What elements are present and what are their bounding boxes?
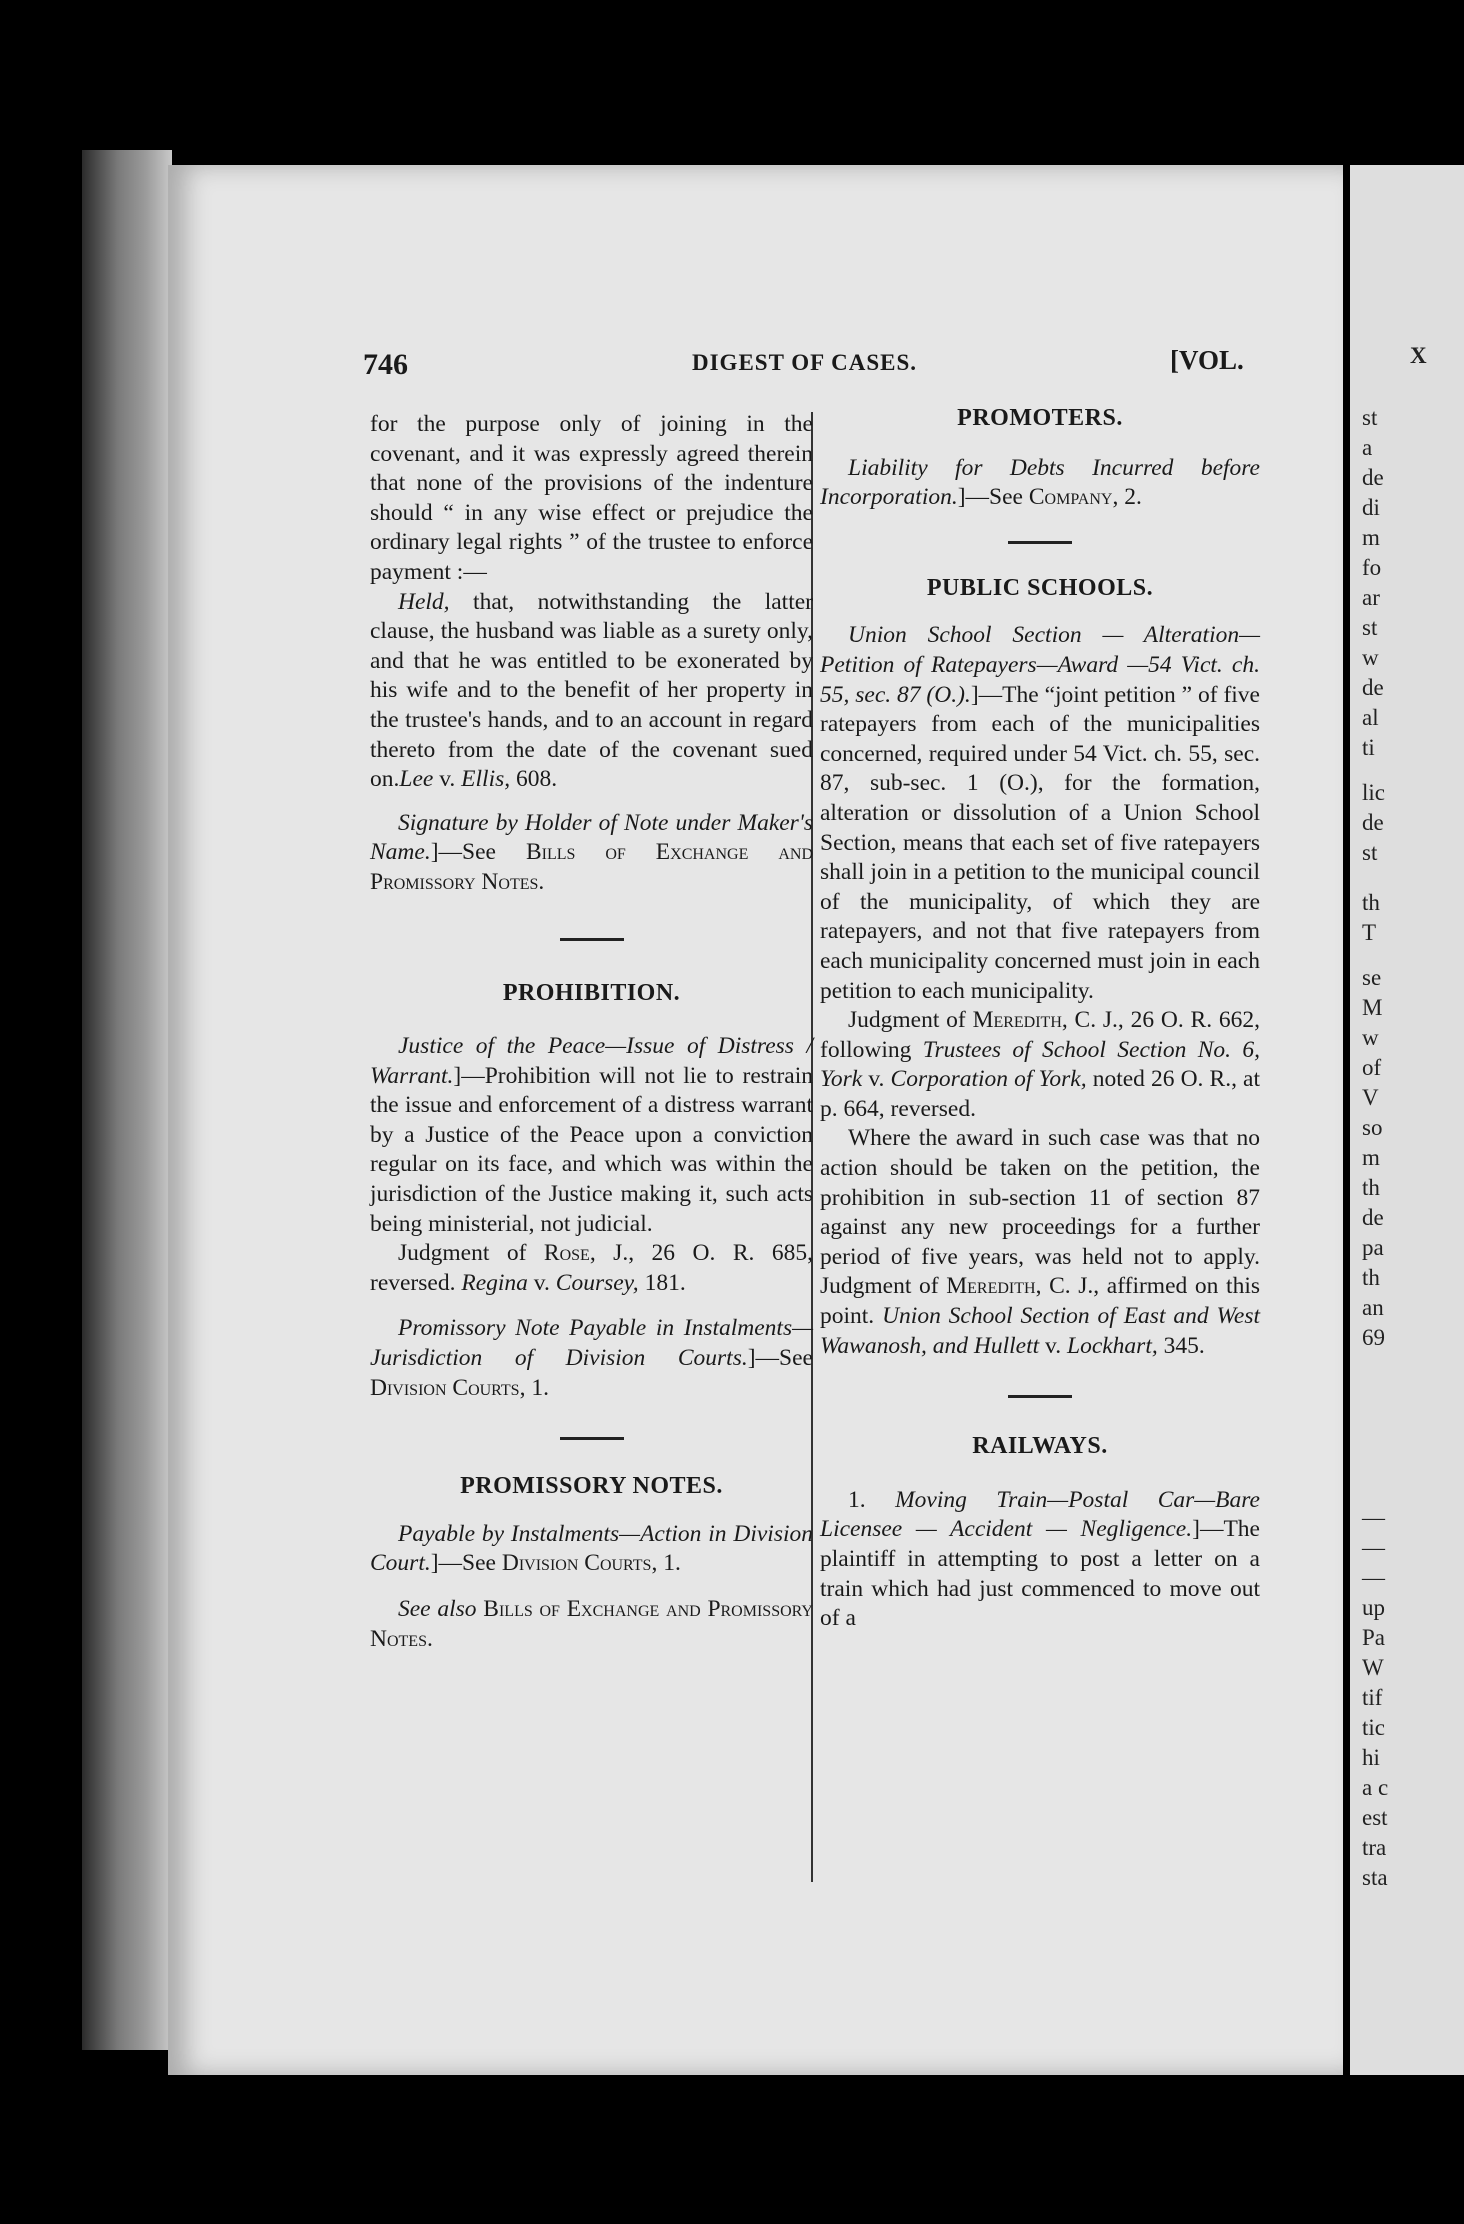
heading-public-schools: PUBLIC SCHOOLS. [926, 574, 1154, 601]
entry-see-also [370, 1595, 813, 1654]
entry-text: ]—The “joint petition ” of five ratepayers from each of the municipalities concerned, required under 54 Vict. ch. 55, sec. 87, sub-sec. 1 (O.), for the formation, alteration or dissolution of a Union School Section, means that each set of five ratepayers shall join in a petition to the municipal council of the municipality, of which they are ratepayers, and not that five ratepayers from each municipality concerned must join in each petition to each municipality. [820, 681, 1260, 1004]
judgment-text: Judgment of [398, 1240, 544, 1267]
award-text: Where the award in such case was that no action should be taken on the petition, the prohibition in sub-section 11 of section 87 against any new proceedings for a further period of five years, was held not to apply. Judgment of [820, 1125, 1260, 1300]
entry-text: ]—The plaintiff in attempting to post a letter on a train which had just commenced to move out of a [820, 1516, 1260, 1632]
entry-title: Moving Train—Postal Car—Bare Licensee — Accident — Negligence. [820, 1486, 1260, 1543]
case-name: Coursey, [555, 1269, 639, 1296]
case-versus: v. [527, 1269, 556, 1296]
adjacent-page-text: st [1362, 615, 1378, 640]
adjacent-page-text: de [1362, 1205, 1384, 1230]
adjacent-page-text: a c [1362, 1775, 1389, 1800]
held-text: that, notwithstanding the latter clause, the husband was liable as a surety only, and that he was entitled to be exonerated by his wife and to the benefit of her property in the trustee's hands, and to an account in regard thereto from the date of the covenant sued on. [370, 588, 813, 793]
case-name: Trustees of School Section No. 6, York [820, 1036, 1261, 1093]
adjacent-page-text: st [1362, 405, 1378, 430]
case-page: 345. [1157, 1332, 1205, 1359]
see-ref: ]—See [747, 1345, 813, 1372]
ref-number: , 1. [519, 1374, 549, 1401]
adjacent-page-text: th [1362, 1265, 1380, 1290]
judgment-text: Judgment of [848, 1007, 973, 1034]
adjacent-page-text: fo [1362, 555, 1382, 580]
cross-reference: Company [1028, 484, 1113, 511]
running-title: DIGEST OF CASES. [692, 350, 917, 375]
entry-moving-train [820, 1486, 1260, 1634]
award-text: , C. J., affirmed on this point. [820, 1273, 1260, 1330]
adjacent-page-text: tif [1362, 1685, 1383, 1710]
adjacent-page-text: de [1362, 675, 1384, 700]
adjacent-page-text: th [1362, 1175, 1380, 1200]
entry-liability [820, 454, 1260, 513]
entry-judgment [370, 1239, 813, 1298]
adjacent-page-text: est [1362, 1805, 1388, 1830]
cross-reference: Division Courts [501, 1550, 652, 1577]
left-column [370, 410, 813, 1654]
case-name: Lockhart, [1067, 1332, 1158, 1359]
ref-number: , 1. [651, 1550, 681, 1577]
adjacent-page-text: w [1362, 1025, 1379, 1050]
judgment-text: noted 26 O. R., at p. 664, reversed. [820, 1066, 1260, 1122]
cross-reference: Bills of Exchange and Promissory Notes. [370, 1596, 813, 1652]
judgment-text: , J., 26 O. R. 685, reversed. [370, 1240, 813, 1296]
case-versus: v. [862, 1066, 891, 1093]
held-label: Held, [398, 588, 450, 615]
judge-name: Rose [543, 1240, 590, 1267]
adjacent-page-text: de [1362, 465, 1384, 490]
page-number: 746 [363, 348, 408, 381]
entry-judgment-meredith [820, 1006, 1260, 1124]
adjacent-page-text: — [1362, 1565, 1385, 1590]
adjacent-page-text: a [1362, 435, 1373, 460]
adjacent-page-text: w [1362, 645, 1379, 670]
adjacent-page-text: tic [1362, 1715, 1385, 1740]
adjacent-page-text: ti [1362, 735, 1375, 760]
adjacent-page-text: 69 [1362, 1325, 1385, 1350]
adjacent-page-text: so [1362, 1115, 1383, 1140]
heading-prohibition: PROHIBITION. [502, 979, 681, 1006]
adjacent-page-text: tra [1362, 1835, 1387, 1860]
adjacent-page-text: T [1362, 920, 1377, 945]
entry-title: Union School Section — Alteration—Petition of Ratepayers—Award —54 Vict. ch. 55, sec. 87 (O.). [820, 622, 1260, 708]
adjacent-page-text: al [1362, 705, 1379, 730]
adjacent-page-text: hi [1362, 1745, 1380, 1770]
entry-title: Promissory Note Payable in Instalments—Jurisdiction of Division Courts. [370, 1315, 813, 1372]
cross-reference: Bills of Exchange and Promissory Notes. [370, 839, 813, 895]
case-page: 181. [638, 1269, 686, 1296]
judge-name: Meredith [946, 1273, 1036, 1300]
adjacent-page-text: X [1410, 343, 1427, 368]
adjacent-page-text: M [1362, 995, 1383, 1020]
entry-title: Payable by Instalments—Action in Division Court. [370, 1520, 813, 1577]
case-name: Regina [461, 1269, 528, 1296]
case-name: Corporation of York, [890, 1066, 1087, 1093]
entry-payable-instalments [370, 1520, 813, 1579]
adjacent-page-text: V [1362, 1085, 1379, 1110]
right-column [820, 400, 1260, 1634]
adjacent-page-text: sta [1362, 1865, 1388, 1890]
entry-promissory-note [370, 1314, 813, 1403]
section-rule [560, 938, 624, 941]
case-page: 608. [510, 766, 558, 793]
entry-title: Liability for Debts Incurred before Incorporation. [820, 454, 1260, 511]
cross-reference: Division Courts [370, 1374, 520, 1401]
entry-justice-of-peace [370, 1032, 813, 1239]
case-name: Lee [399, 766, 434, 793]
adjacent-page-text: se [1362, 965, 1382, 990]
volume-marker: [VOL. [1170, 345, 1244, 375]
entry-title: Signature by Holder of Note under Maker's Name. [370, 809, 813, 866]
adjacent-page-text: m [1362, 1145, 1380, 1170]
adjacent-page-fragment [1350, 165, 1464, 2075]
adjacent-page-text: m [1362, 525, 1380, 550]
paragraph-held [370, 588, 813, 795]
judge-name: Meredith [972, 1007, 1062, 1034]
ref-number: , 2. [1112, 484, 1142, 511]
adjacent-page-text: — [1362, 1505, 1385, 1530]
adjacent-page-text: de [1362, 810, 1384, 835]
see-ref: ]—See [957, 484, 1029, 511]
adjacent-page-text: di [1362, 495, 1380, 520]
see-ref: ]—See [430, 1550, 502, 1577]
case-versus: v. [1039, 1332, 1067, 1359]
paragraph-continued: for the purpose only of joining in the covenant, and it was expressly agreed therein that none of the provisions of the indenture should “ in any wise effect or prejudice the ordinary legal rights ” of the trustee to enforce payment :— [370, 411, 813, 585]
adjacent-page-text: th [1362, 890, 1380, 915]
adjacent-page-text: st [1362, 840, 1378, 865]
section-rule [1008, 541, 1072, 544]
entry-title: Justice of the Peace—Issue of Distress / Warrant. [370, 1033, 813, 1089]
adjacent-page-text: — [1362, 1535, 1385, 1560]
adjacent-page-text: an [1362, 1295, 1384, 1320]
adjacent-page-text: lic [1362, 780, 1385, 805]
entry-award [820, 1124, 1260, 1361]
entry-text: ]—Prohibition will not lie to restrain the issue and enforcement of a distress warrant by a Justice of the Peace upon a conviction regular on its face, and which was within the jurisdiction of the Justice making it, such acts being ministerial, not judicial. [370, 1062, 813, 1237]
adjacent-page-text: Pa [1362, 1625, 1385, 1650]
see-also-label: See also [398, 1596, 484, 1622]
entry-number: 1. [848, 1486, 896, 1513]
adjacent-page-text: ar [1362, 585, 1380, 610]
adjacent-page-text: W [1362, 1655, 1384, 1680]
heading-railways: RAILWAYS. [972, 1433, 1108, 1460]
case-name: Union School Section of East and West Wawanosh, and Hullett [820, 1303, 1260, 1359]
heading-promoters: PROMOTERS. [957, 405, 1123, 431]
section-rule [1008, 1395, 1072, 1398]
adjacent-page-text: pa [1362, 1235, 1384, 1260]
heading-promissory-notes: PROMISSORY NOTES. [460, 1473, 723, 1500]
entry-union-school [820, 621, 1260, 1006]
case-versus: v. [433, 766, 462, 793]
judgment-text: , C. J., 26 O. R. 662, following [820, 1007, 1260, 1063]
adjacent-page-text: up [1362, 1595, 1385, 1620]
book-gutter-edge [82, 150, 172, 2050]
entry-signature [370, 809, 813, 898]
case-name: Ellis, [461, 766, 511, 793]
section-rule [560, 1437, 624, 1440]
adjacent-page-text: of [1362, 1055, 1382, 1080]
see-ref: ]—See [430, 839, 526, 866]
